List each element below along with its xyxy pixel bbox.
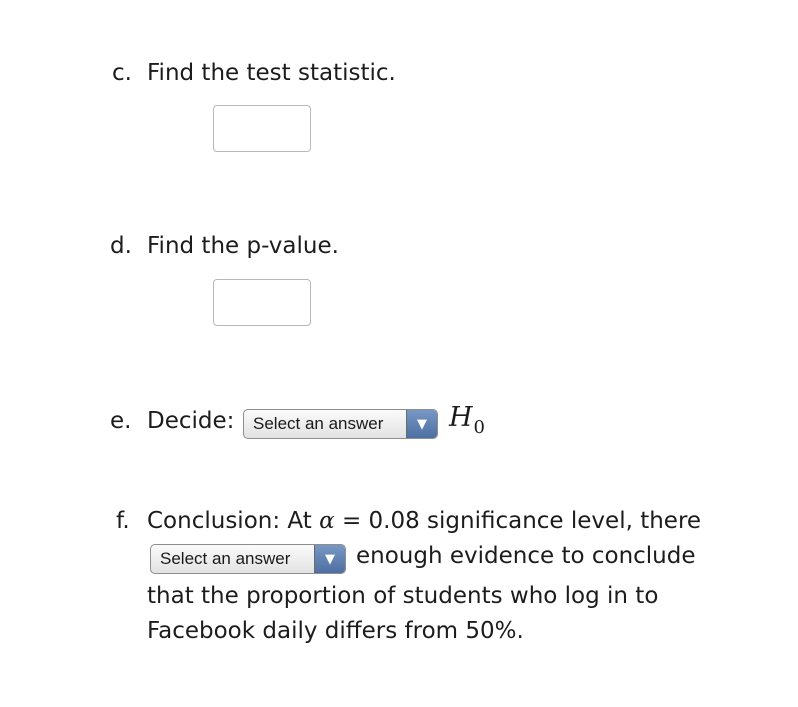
part-d-marker: d. — [110, 233, 132, 259]
conclusion-line-4: Facebook daily differs from 50%. — [147, 618, 524, 644]
part-f-marker: f. — [116, 508, 130, 534]
part-c-question: Find the test statistic. — [147, 60, 396, 86]
conclusion-line-3: that the proportion of students who log in to — [147, 583, 659, 609]
dropdown-arrow-icon: ▼ — [406, 410, 437, 438]
conclusion-start: Conclusion: At — [147, 508, 312, 534]
dropdown-arrow-icon: ▼ — [314, 545, 345, 573]
decide-select-value: Select an answer — [253, 414, 384, 433]
part-c-marker: c. — [112, 60, 132, 86]
decide-select[interactable] — [243, 409, 438, 439]
conclusion-line-2: enough evidence to conclude — [356, 543, 696, 569]
p-value-input[interactable] — [214, 280, 310, 325]
test-statistic-input[interactable] — [214, 106, 310, 151]
null-hypothesis-symbol — [449, 402, 485, 438]
conclusion-select[interactable] — [150, 544, 346, 574]
part-e-marker: e. — [110, 408, 132, 434]
conclusion-line-1 — [147, 504, 701, 539]
conclusion-select-value: Select an answer — [160, 549, 291, 568]
hypothesis-letter: H — [449, 402, 473, 433]
decide-label: Decide: — [147, 408, 235, 434]
hypothesis-subscript: 0 — [473, 417, 485, 438]
test-statistic-box[interactable] — [213, 105, 311, 152]
part-d-question: Find the p-value. — [147, 233, 339, 259]
conclusion-level: = 0.08 significance level, there — [341, 508, 702, 534]
alpha-symbol: α — [319, 508, 335, 534]
p-value-box[interactable] — [213, 279, 311, 326]
